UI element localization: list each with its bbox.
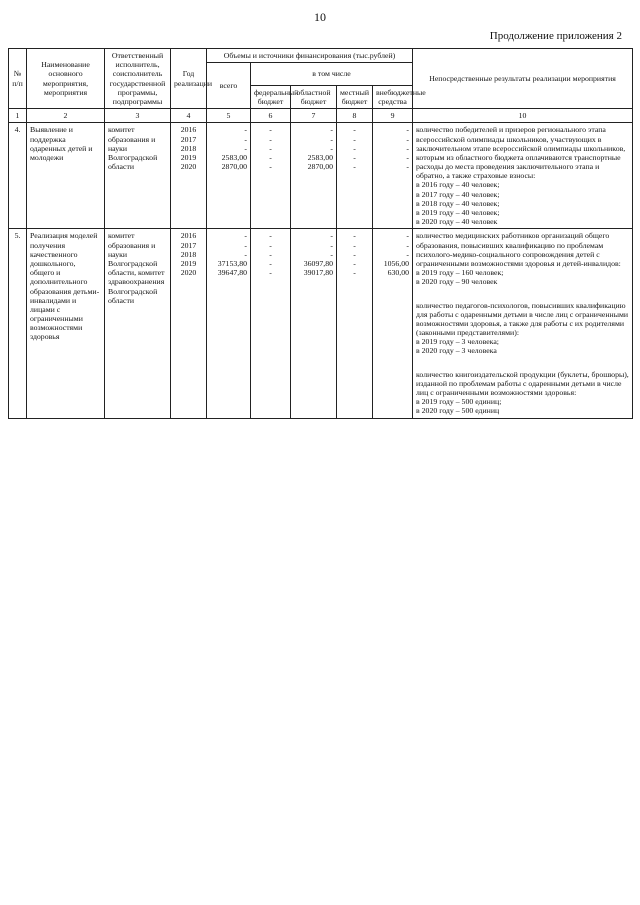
regional-value: - bbox=[330, 125, 333, 135]
federal-value: - bbox=[269, 125, 272, 135]
extra-value: - bbox=[406, 240, 410, 250]
header-federal: федеральный бюджет bbox=[251, 85, 291, 108]
responsible-executor: комитет образования и науки Волгоградской области, комитет здравоохранения Волгоградской области bbox=[105, 229, 171, 418]
year-value: 2016 bbox=[180, 125, 197, 135]
column-number: 8 bbox=[337, 109, 373, 123]
federal-value: - bbox=[269, 268, 272, 278]
result-year-target: в 2020 году – 90 человек bbox=[416, 277, 498, 287]
total-value: - bbox=[244, 240, 247, 250]
extra-value: - bbox=[406, 231, 410, 241]
local-value: - bbox=[353, 152, 356, 162]
year-value: 2020 bbox=[180, 268, 197, 278]
local-value: - bbox=[353, 162, 356, 172]
total-value: 39647,80 bbox=[217, 268, 247, 278]
year-value: 2019 bbox=[180, 258, 197, 268]
result-block bbox=[416, 125, 629, 226]
result-description: количество педагогов-психологов, повысивших квалификацию для работы с одаренными детьми в числе лиц с ограниченными возможностями здоровья, а также для работы с их родителями (законными представителями): bbox=[416, 300, 629, 338]
header-year: Год реализации bbox=[171, 49, 207, 109]
total-value: 2870,00 bbox=[221, 162, 247, 172]
results-cell bbox=[413, 229, 633, 418]
extra-value: - bbox=[406, 249, 410, 259]
total-value: - bbox=[244, 125, 247, 135]
extra-value: - bbox=[406, 134, 410, 144]
total-value: - bbox=[244, 134, 247, 144]
row-number: 5. bbox=[9, 229, 27, 418]
result-block bbox=[416, 301, 629, 356]
total-value: - bbox=[244, 143, 247, 153]
federal-value-column bbox=[251, 123, 291, 229]
extra-value-column bbox=[373, 123, 413, 229]
result-year-target: в 2019 году – 500 единиц; bbox=[416, 397, 502, 407]
federal-value: - bbox=[269, 231, 272, 241]
result-year-target: в 2020 году – 40 человек bbox=[416, 217, 498, 227]
table-row bbox=[9, 229, 633, 418]
header-regional: областной бюджет bbox=[291, 85, 337, 108]
regional-value: 36097,80 bbox=[303, 258, 333, 268]
federal-value-column bbox=[251, 229, 291, 418]
federal-value: - bbox=[269, 249, 272, 259]
year-value: 2020 bbox=[180, 162, 197, 172]
year-value: 2017 bbox=[180, 240, 197, 250]
total-value: - bbox=[244, 249, 247, 259]
table-row bbox=[9, 123, 633, 229]
result-description: количество книгоиздательской продукции (буклеты, брошюры), изданной по проблемам работы с одаренными детьми в числе лиц с ограниченными возможностями здоровья: bbox=[416, 369, 629, 397]
header-name: Наименование основного мероприятия, мероприятия bbox=[27, 49, 105, 109]
regional-value-column bbox=[291, 229, 337, 418]
activity-name: Реализация моделей получения качественного дошкольного, общего и дополнительного образования детьми-инвалидами и лицами с ограниченными возможностями здоровья bbox=[27, 229, 105, 418]
total-value: - bbox=[244, 231, 247, 241]
total-value: 37153,80 bbox=[217, 258, 247, 268]
extra-value: - bbox=[406, 152, 410, 162]
federal-value: - bbox=[269, 152, 272, 162]
federal-value: - bbox=[269, 134, 272, 144]
extra-value: - bbox=[406, 162, 410, 172]
year-value: 2018 bbox=[180, 249, 197, 259]
activity-name: Выявление и поддержка одаренных детей и молодежи bbox=[27, 123, 105, 229]
result-year-target: в 2017 году – 40 человек; bbox=[416, 189, 500, 199]
regional-value-column bbox=[291, 123, 337, 229]
result-year-target: в 2019 году – 160 человек; bbox=[416, 268, 504, 278]
regional-value: 39017,80 bbox=[303, 268, 333, 278]
header-including: в том числе bbox=[251, 63, 413, 86]
local-value-column bbox=[337, 123, 373, 229]
local-value: - bbox=[353, 143, 356, 153]
program-activities-table bbox=[8, 48, 633, 419]
row-number: 4. bbox=[9, 123, 27, 229]
federal-value: - bbox=[269, 143, 272, 153]
extra-value: - bbox=[406, 125, 410, 135]
extra-value: 1056,00 bbox=[383, 258, 410, 268]
extra-value: - bbox=[406, 143, 410, 153]
total-value-column bbox=[207, 123, 251, 229]
column-number: 1 bbox=[9, 109, 27, 123]
result-year-target: в 2018 году – 40 человек; bbox=[416, 198, 500, 208]
header-total: всего bbox=[207, 63, 251, 109]
header-results: Непосредственные результаты реализации мероприятия bbox=[413, 49, 633, 109]
local-value: - bbox=[353, 231, 356, 241]
year-value: 2018 bbox=[180, 143, 197, 153]
column-number: 9 bbox=[373, 109, 413, 123]
result-year-target: в 2020 году – 3 человека bbox=[416, 346, 497, 356]
header-funding: Объемы и источники финансирования (тыс.рублей) bbox=[207, 49, 413, 63]
header-num: № п/п bbox=[9, 49, 27, 109]
result-block bbox=[416, 231, 629, 286]
column-number: 3 bbox=[105, 109, 171, 123]
regional-value: 2583,00 bbox=[307, 152, 333, 162]
local-value: - bbox=[353, 249, 356, 259]
responsible-executor: комитет образования и науки Волгоградской области bbox=[105, 123, 171, 229]
result-block bbox=[416, 370, 629, 416]
regional-value: - bbox=[330, 240, 333, 250]
appendix-continuation-title: Продолжение приложения 2 bbox=[489, 30, 622, 42]
column-number: 4 bbox=[171, 109, 207, 123]
column-number: 6 bbox=[251, 109, 291, 123]
results-cell bbox=[413, 123, 633, 229]
regional-value: 2870,00 bbox=[307, 162, 333, 172]
result-year-target: в 2020 году – 500 единиц bbox=[416, 406, 500, 416]
page-number: 10 bbox=[314, 10, 326, 24]
federal-value: - bbox=[269, 258, 272, 268]
federal-value: - bbox=[269, 162, 272, 172]
regional-value: - bbox=[330, 231, 333, 241]
extra-value-column bbox=[373, 229, 413, 418]
column-number: 2 bbox=[27, 109, 105, 123]
column-number: 10 bbox=[413, 109, 633, 123]
local-value-column bbox=[337, 229, 373, 418]
result-description: количество победителей и призеров регионального этапа всероссийской олимпиады школьников, участвующих в заключительном этапе всероссийской олимпиады школьников, которым из областного бюджета оплачиваются транспортные расходы до места проведения заключительного этапа и обратно, а также страховые взносы: bbox=[416, 125, 626, 181]
column-number: 7 bbox=[291, 109, 337, 123]
total-value: 2583,00 bbox=[221, 152, 247, 162]
local-value: - bbox=[353, 268, 356, 278]
local-value: - bbox=[353, 134, 356, 144]
result-year-target: в 2019 году – 3 человека; bbox=[416, 337, 499, 347]
year-value-column bbox=[171, 229, 207, 418]
year-value: 2016 bbox=[180, 231, 197, 241]
extra-value: 630,00 bbox=[387, 268, 410, 278]
local-value: - bbox=[353, 240, 356, 250]
result-year-target: в 2019 году – 40 человек; bbox=[416, 208, 500, 217]
header-executor: Ответственный исполнитель, соисполнитель государственной программы, подпрограммы bbox=[105, 49, 171, 109]
local-value: - bbox=[353, 125, 356, 135]
year-value-column bbox=[171, 123, 207, 229]
local-value: - bbox=[353, 258, 356, 268]
header-extra: внебюджетные средства bbox=[373, 85, 413, 108]
year-value: 2017 bbox=[180, 134, 197, 144]
regional-value: - bbox=[330, 143, 333, 153]
column-number: 5 bbox=[207, 109, 251, 123]
result-year-target: в 2016 году – 40 человек; bbox=[416, 180, 500, 190]
column-number-row bbox=[9, 109, 633, 123]
regional-value: - bbox=[330, 134, 333, 144]
total-value-column bbox=[207, 229, 251, 418]
result-description: количество медицинских работников организаций общего образования, повысивших квалификацию по проблемам психолого-медико-социального сопровождения детей с ограниченными возможностями здоровья и детей-инвалидов: bbox=[416, 231, 621, 268]
regional-value: - bbox=[330, 249, 333, 259]
federal-value: - bbox=[269, 240, 272, 250]
year-value: 2019 bbox=[180, 152, 197, 162]
header-local: местный бюджет bbox=[337, 85, 373, 108]
